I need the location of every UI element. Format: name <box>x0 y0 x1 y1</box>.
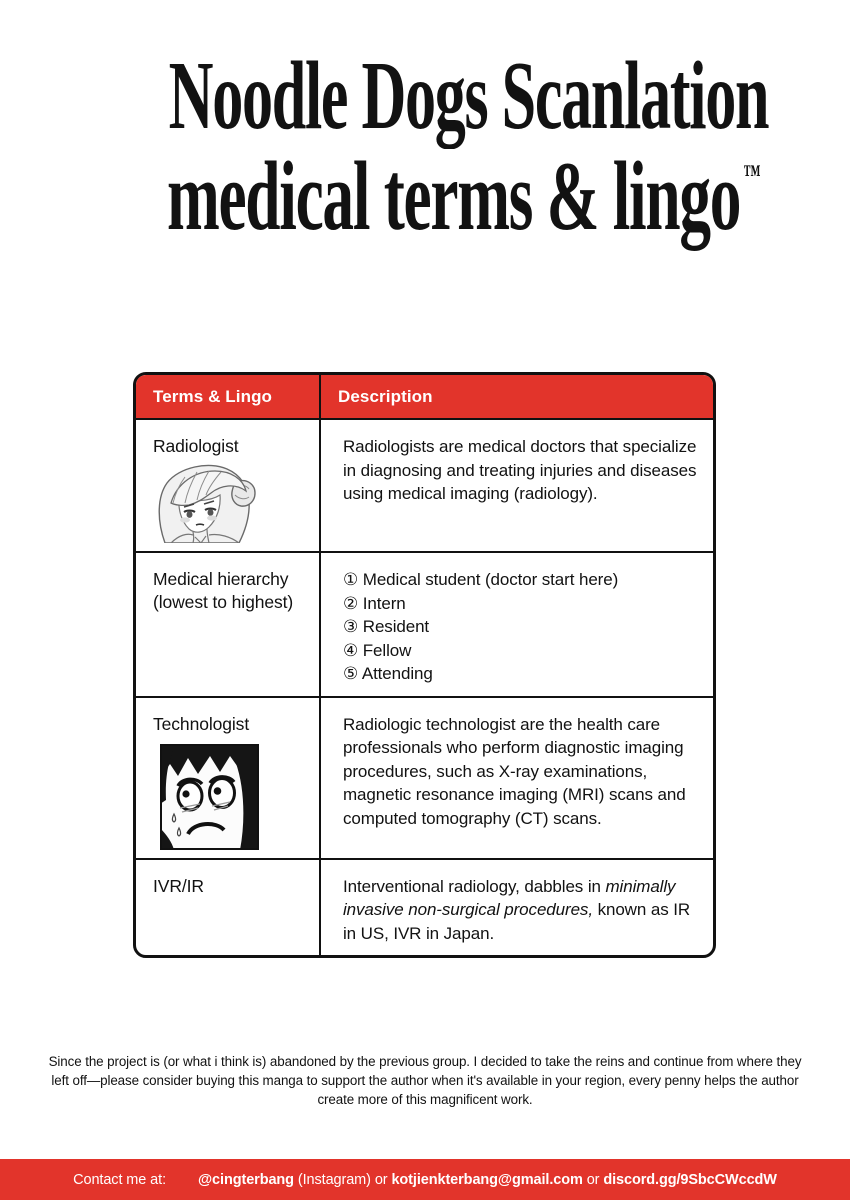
description-cell-hierarchy <box>319 553 713 696</box>
description-cell-radiologist: Radiologists are medical doctors that specialize in diagnosing and treating injuries and diseases using medical imaging (radiology). <box>319 420 713 551</box>
table-row-technologist <box>136 696 713 858</box>
hierarchy-item-4: ④ Fellow <box>343 640 412 660</box>
term-label: Radiologist <box>153 436 239 456</box>
contact-email: kotjienkterbang@gmail.com <box>391 1171 583 1188</box>
table-row-ivr-ir <box>136 858 713 956</box>
table-header-row <box>136 375 713 418</box>
term-cell-technologist <box>136 698 319 858</box>
instagram-handle: @cingterbang <box>198 1171 294 1188</box>
discord-invite: discord.gg/9SbcCWccdW <box>603 1171 777 1188</box>
term-cell-ivr-ir: IVR/IR <box>153 875 204 896</box>
hierarchy-item-5: ⑤ Attending <box>343 664 433 683</box>
page-title-line-1 <box>0 42 850 149</box>
description-cell-ivr-ir <box>319 860 713 956</box>
title-block <box>0 42 850 251</box>
column-header-description: Description <box>319 375 713 418</box>
term-label: Technologist <box>153 713 250 734</box>
hierarchy-item-3: ③ Resident <box>343 617 430 636</box>
page-title-text-2 <box>166 138 761 251</box>
page-title-line-2 <box>0 138 850 251</box>
column-header-terms: Terms & Lingo <box>153 387 273 406</box>
ivr-description-post: known as IR in US, IVR in Japan. <box>343 900 691 943</box>
radiologist-portrait-illustration <box>151 463 264 543</box>
contact-or: or <box>582 1171 604 1188</box>
project-note: Since the project is (or what i think is) abandoned by the previous group. I decided to take the reins and continue from where they left off—please consider buying this manga to support the author when it's available in your region, every penny helps the author create more of this magnificent work. <box>48 1054 802 1107</box>
table-row-radiologist <box>136 418 713 551</box>
contact-bar <box>0 1159 850 1200</box>
terms-table <box>133 372 716 958</box>
term-cell-hierarchy: Medical hierarchy (lowest to highest) <box>153 569 294 612</box>
hierarchy-item-2: ② Intern <box>343 593 406 613</box>
contact-label: Contact me at: <box>73 1171 167 1188</box>
description-cell-technologist: Radiologic technologist are the health care professionals who perform diagnostic imaging procedures, such as X-ray examinations, magnetic resonance imaging (MRI) scans and computed tomography (CT) scans. <box>319 698 713 858</box>
table-row-hierarchy <box>136 551 713 696</box>
page-title-text-1: Noodle Dogs Scanlation <box>168 42 769 149</box>
ivr-description-italic: minimally invasive non-surgical procedures, <box>343 876 676 919</box>
hierarchy-item-1: ① Medical student (doctor start here) <box>343 570 619 589</box>
instagram-suffix: (Instagram) or <box>293 1171 392 1188</box>
trademark-symbol: ™ <box>743 159 761 189</box>
page-title-text-2-main: medical terms & lingo <box>166 142 741 251</box>
term-cell-radiologist <box>136 420 319 551</box>
ivr-description-pre: Interventional radiology, dabbles in <box>343 876 606 896</box>
technologist-portrait-illustration <box>160 744 259 850</box>
